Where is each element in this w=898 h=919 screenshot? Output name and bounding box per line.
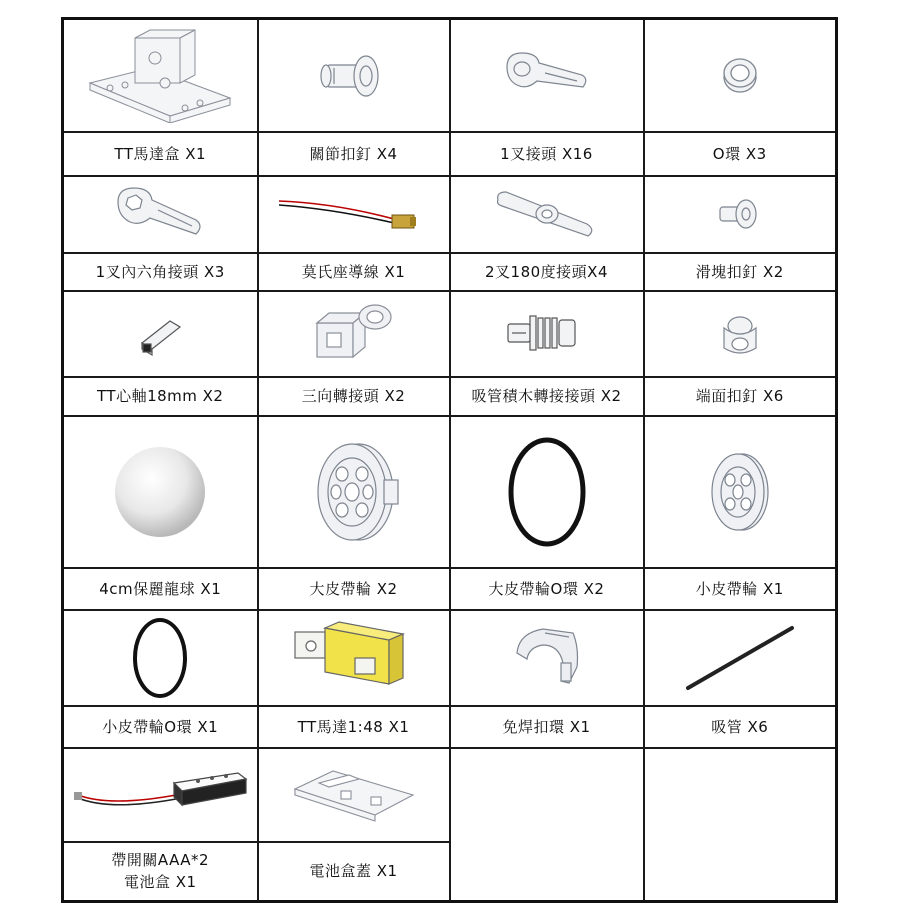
joint-peg-icon: [314, 40, 394, 110]
molex-wire-icon: [274, 189, 434, 239]
large-pulley-icon: [304, 432, 404, 552]
part-image-straw: [644, 610, 837, 706]
tt-motor-icon: [289, 618, 419, 698]
part-image-battery-cover: [258, 748, 450, 842]
part-label: 吸管積木轉接接頭 X2: [450, 377, 644, 416]
part-image-foam-ball: [63, 416, 258, 568]
part-label-line: 帶開關AAA*2: [111, 851, 210, 870]
part-label: 關節扣釘 X4: [258, 132, 450, 176]
empty-cell: [644, 748, 837, 902]
part-label: 端面扣釘 X6: [644, 377, 837, 416]
part-image-single-fork: [450, 19, 644, 132]
battery-box-icon: [70, 765, 250, 825]
part-image-large-pulley: [258, 416, 450, 568]
part-label: 1叉接頭 X16: [450, 132, 644, 176]
part-label: 大皮帶輪 X2: [258, 568, 450, 610]
large-o-ring-icon: [502, 432, 592, 552]
part-image-tt-shaft: [63, 291, 258, 377]
part-image-large-o-ring: [450, 416, 644, 568]
part-image-double-fork: [450, 176, 644, 253]
part-image-o-ring: [644, 19, 837, 132]
part-label-line: 電池盒 X1: [123, 873, 197, 892]
straw-block-adapter-icon: [502, 304, 592, 364]
part-image-straw-adapter: [450, 291, 644, 377]
part-image-small-pulley: [644, 416, 837, 568]
part-label: 1叉內六角接頭 X3: [63, 253, 258, 291]
straw-icon: [680, 618, 800, 698]
o-ring-small-icon: [715, 50, 765, 100]
part-image-three-way: [258, 291, 450, 377]
part-label: TT馬達1:48 X1: [258, 706, 450, 748]
part-label: 4cm保麗龍球 X1: [63, 568, 258, 610]
part-label: TT心軸18mm X2: [63, 377, 258, 416]
empty-cell: [450, 748, 644, 902]
tt-shaft-icon: [130, 309, 190, 359]
three-way-adapter-icon: [309, 301, 399, 366]
part-image-joint-peg: [258, 19, 450, 132]
part-image-molex-wire: [258, 176, 450, 253]
part-image-slider-peg: [644, 176, 837, 253]
slider-peg-icon: [710, 189, 770, 239]
part-label: O環 X3: [644, 132, 837, 176]
part-image-motor-box: [63, 19, 258, 132]
part-label: TT馬達盒 X1: [63, 132, 258, 176]
part-label: 小皮帶輪O環 X1: [63, 706, 258, 748]
part-label: 電池盒蓋 X1: [258, 842, 450, 902]
solderless-clip-icon: [507, 623, 587, 693]
part-label: 莫氏座導線 X1: [258, 253, 450, 291]
double-fork-connector-icon: [492, 184, 602, 244]
part-label: 吸管 X6: [644, 706, 837, 748]
small-o-ring-icon: [125, 613, 195, 703]
part-label: 小皮帶輪 X1: [644, 568, 837, 610]
part-image-tt-motor: [258, 610, 450, 706]
part-image-hex-fork: [63, 176, 258, 253]
hex-fork-connector-icon: [110, 184, 210, 244]
single-fork-connector-icon: [497, 45, 597, 105]
part-label: 三向轉接頭 X2: [258, 377, 450, 416]
parts-table: [61, 17, 838, 903]
part-image-end-face-peg: [644, 291, 837, 377]
part-label: 2叉180度接頭X4: [450, 253, 644, 291]
part-label: 免焊扣環 X1: [450, 706, 644, 748]
end-face-peg-icon: [710, 304, 770, 364]
battery-cover-icon: [289, 765, 419, 825]
part-label: 大皮帶輪O環 X2: [450, 568, 644, 610]
part-image-small-o-ring: [63, 610, 258, 706]
foam-ball-icon: [110, 442, 210, 542]
part-image-battery-box: [63, 748, 258, 842]
part-label: 滑塊扣釘 X2: [644, 253, 837, 291]
small-pulley-icon: [700, 442, 780, 542]
part-label-battery-box: [63, 842, 258, 902]
motor-box-frame-icon: [80, 28, 240, 123]
part-image-solderless-clip: [450, 610, 644, 706]
